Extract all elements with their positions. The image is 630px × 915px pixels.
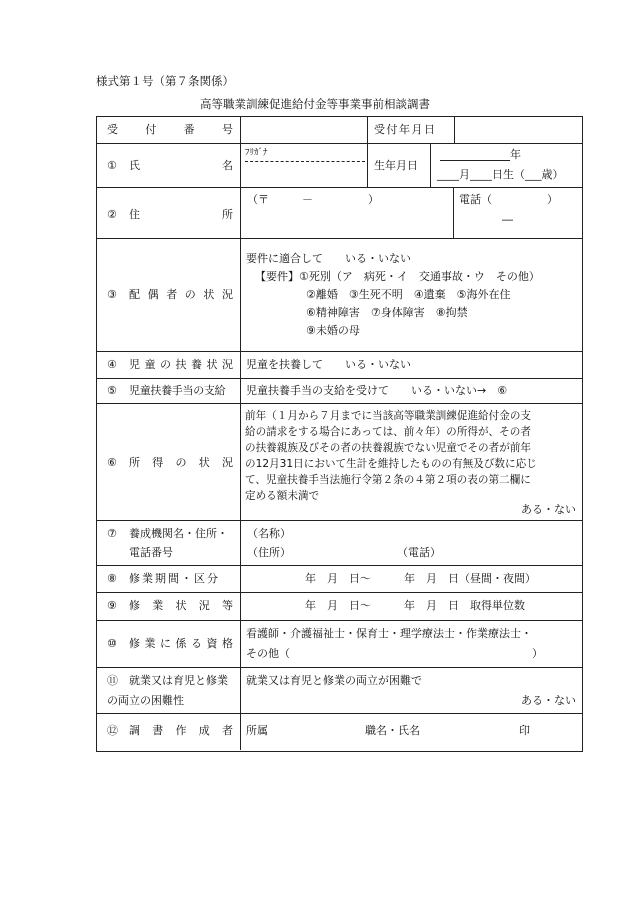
work-balance-label-line: 就業又は育児と修業 bbox=[129, 674, 228, 687]
row-number-7: ⑦ bbox=[107, 527, 117, 540]
institution-name-field[interactable]: （名称） bbox=[247, 527, 291, 540]
form-number: 様式第１号（第７条関係） bbox=[96, 74, 234, 88]
consultation-form bbox=[96, 116, 583, 752]
spouse-requirement-item: ⑨未婚の母 bbox=[306, 324, 360, 337]
row-income bbox=[97, 404, 582, 521]
row-number-10: ⑩ bbox=[107, 637, 117, 650]
child-allowance-label: 児童扶養手当の支給 bbox=[129, 384, 226, 397]
row-name bbox=[97, 144, 582, 188]
spouse-requirement-item: 【要件】①死別（ア 病死・イ 交通事故・ウ その他） bbox=[255, 270, 540, 283]
row-number-12: ⑫ bbox=[107, 724, 118, 737]
reception-date-label: 受付年月日 bbox=[374, 123, 437, 136]
row-work-balance bbox=[97, 668, 582, 714]
row-address bbox=[97, 188, 582, 239]
birth-year-suffix: 年 bbox=[510, 148, 521, 161]
phone-dash: ― bbox=[502, 213, 513, 226]
child-support-label: 児 童 の 扶 養 状 況 bbox=[129, 358, 233, 371]
author-affiliation[interactable]: 所属 bbox=[246, 724, 268, 737]
child-allowance-content: 児童扶養手当の支給を受けて いる・いない→ ⑥ bbox=[246, 384, 508, 397]
training-status-label: 修 業 状 況 等 bbox=[129, 599, 233, 612]
row-author bbox=[97, 714, 582, 750]
reception-number-label: 受 付 番 号 bbox=[107, 123, 233, 136]
row-number-4: ④ bbox=[107, 358, 117, 371]
row-child-allowance bbox=[97, 379, 582, 404]
row-number-5: ⑤ bbox=[107, 384, 117, 397]
address-label: 住 所 bbox=[129, 208, 233, 221]
row-number-9: ⑨ bbox=[107, 599, 117, 612]
work-balance-answer[interactable]: ある・ない bbox=[521, 694, 576, 707]
seal-mark: 印 bbox=[519, 724, 530, 737]
author-label: 調 書 作 成 者 bbox=[129, 724, 233, 737]
training-status-content[interactable]: 年 月 日～ 年 月 日 取得単位数 bbox=[305, 599, 525, 612]
phone-field[interactable]: 電話（ ） bbox=[459, 193, 558, 206]
spouse-requirement-item: ⑥精神障害 ⑦身体障害 ⑧拘禁 bbox=[306, 306, 468, 319]
training-period-content[interactable]: 年 月 日～ 年 月 日（昼間・夜間） bbox=[305, 572, 536, 585]
qualification-options[interactable]: 看護師・介護福祉士・保育士・理学療法士・作業療法士・ bbox=[246, 627, 532, 640]
institution-address-field[interactable]: （住所） bbox=[247, 546, 291, 559]
income-text-line: て、児童扶養手当法施行令第２条の４第２項の表の第二欄に bbox=[245, 474, 531, 486]
birth-date-line: ____月____日生（___歳） bbox=[437, 168, 564, 181]
income-text-line: 前年（１月から７月までに当該高等職業訓練促進給付金の支 bbox=[245, 410, 532, 422]
name-label: 氏 名 bbox=[129, 159, 233, 172]
row-reception bbox=[97, 117, 582, 144]
name-field[interactable] bbox=[245, 164, 365, 184]
spouse-status-label: 配 偶 者 の 状 況 bbox=[129, 288, 233, 301]
income-answer[interactable]: ある・ない bbox=[521, 503, 576, 516]
child-support-content: 児童を扶養して いる・いない bbox=[246, 358, 411, 371]
row-spouse bbox=[97, 239, 582, 352]
spouse-requirement-item: ②離婚 ③生死不明 ④遺棄 ⑤海外在住 bbox=[306, 288, 511, 301]
row-number-2: ② bbox=[107, 208, 117, 221]
income-text-line: の扶養親族及びその者の扶養親族でない児童でその者が前年 bbox=[245, 442, 532, 454]
row-number-3: ③ bbox=[107, 288, 117, 301]
row-child-support bbox=[97, 352, 582, 379]
form-title: 高等職業訓練促進給付金等事業事前相談調書 bbox=[200, 97, 430, 111]
postal-code-field[interactable]: （〒 － ） bbox=[247, 193, 379, 206]
income-text-line: の12月31日において生計を維持したものの有無及び数に応じ bbox=[245, 458, 537, 470]
row-training-period bbox=[97, 566, 582, 593]
work-balance-label-line: の両立の困難性 bbox=[107, 694, 184, 707]
institution-phone-field[interactable]: （電話） bbox=[397, 546, 441, 559]
spouse-requirement-line: 要件に適合して いる・いない bbox=[246, 252, 411, 265]
row-training-institution bbox=[97, 521, 582, 566]
furigana-label: ﾌﾘｶﾞﾅ bbox=[245, 148, 268, 158]
income-text-line: 給の請求をする場合にあっては、前々年）の所得が、その者 bbox=[245, 426, 531, 438]
work-balance-content: 就業又は育児と修業の両立が困難で bbox=[246, 674, 422, 687]
row-number-11: ⑪ bbox=[107, 674, 118, 687]
row-number-8: ⑧ bbox=[107, 572, 117, 585]
reception-date-field[interactable] bbox=[462, 121, 577, 139]
institution-label-line: 養成機関名・住所・ bbox=[129, 527, 228, 540]
qualification-label: 修 業 に 係 る 資 格 bbox=[129, 637, 233, 650]
institution-label-line: 電話番号 bbox=[129, 546, 173, 559]
author-name-title[interactable]: 職名・氏名 bbox=[365, 724, 420, 737]
training-period-label: 修業期間・区分 bbox=[129, 572, 220, 585]
row-qualification bbox=[97, 621, 582, 668]
row-training-status bbox=[97, 593, 582, 621]
income-text-line: 定める額未満で bbox=[245, 490, 320, 502]
income-status-label: 所 得 の 状 況 bbox=[129, 456, 233, 469]
birthdate-label: 生年月日 bbox=[374, 159, 418, 172]
row-number-1: ① bbox=[107, 159, 117, 172]
qualification-other[interactable]: その他（ ） bbox=[246, 647, 543, 660]
row-number-6: ⑥ bbox=[107, 456, 117, 469]
